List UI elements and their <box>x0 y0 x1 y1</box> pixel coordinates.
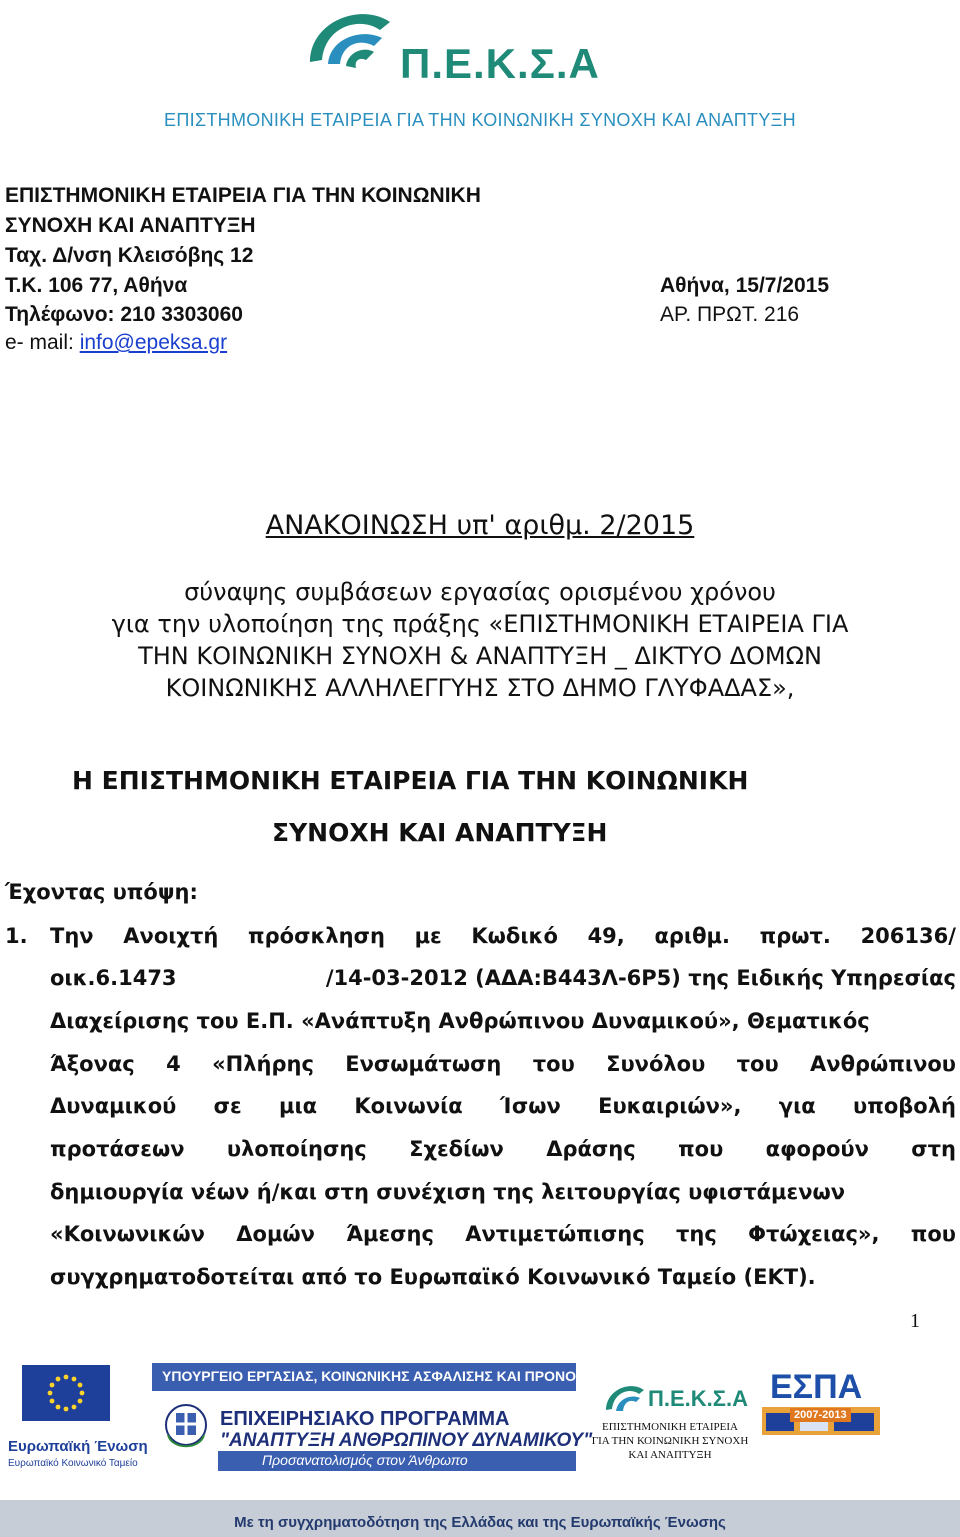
item-1-word: Ενσωμάτωση <box>345 1052 502 1076</box>
pexsa-logo-icon <box>300 2 400 82</box>
item-1-word: /14-03-2012 (ΑΔΑ:Β443Λ-6Ρ5) της Ειδικής Υπηρεσίας <box>325 966 956 990</box>
item-1-word: Ευκαιριών», <box>598 1094 742 1118</box>
item-1-word: Φτώχειας», <box>748 1222 880 1246</box>
having-in-mind-heading: Έχοντας υπόψη: <box>5 880 198 904</box>
item-1-word: 49, <box>587 924 625 948</box>
eu-flag-icon <box>22 1365 110 1421</box>
small-org-line3: ΚΑΙ ΑΝΑΠΤΥΞΗ <box>628 1449 712 1461</box>
item-1-word: Κοινωνία <box>354 1094 463 1118</box>
item-1-line <box>50 1052 956 1076</box>
item-1-line <box>50 1137 956 1161</box>
item-1-word: Ανοιχτή <box>123 924 219 948</box>
item-1-line <box>50 966 956 990</box>
item-1-word: με <box>414 924 442 948</box>
op-title-line1: ΕΠΙΧΕΙΡΗΣΙΑΚΟ ΠΡΟΓΡΑΜΜΑ <box>220 1408 510 1430</box>
date-line: Αθήνα, 15/7/2015 <box>660 274 830 297</box>
item-1-word: Ίσων <box>500 1094 561 1118</box>
item-1-line <box>50 1265 956 1289</box>
logo-title: Π.Ε.Κ.Σ.Α <box>400 40 600 87</box>
item-1-word: 4 <box>166 1052 181 1076</box>
item-1-word: Άμεσης <box>346 1222 434 1246</box>
item-1-word: που <box>910 1222 956 1246</box>
eu-social-fund-label: Ευρωπαϊκό Κοινωνικό Ταμείο <box>8 1458 138 1469</box>
item-1-word: πρόσκληση <box>248 924 385 948</box>
ministry-label: ΥΠΟΥΡΓΕΙΟ ΕΡΓΑΣΙΑΣ, ΚΟΙΝΩΝΙΚΗΣ ΑΣΦΑΛΙΣΗΣ ΚΑΙ ΠΡΟΝΟΙΑΣ <box>162 1368 599 1384</box>
item-1-word: «Πλήρης <box>212 1052 314 1076</box>
item-1-word: Ανθρώπινου <box>810 1052 956 1076</box>
item-1-word: αφορούν <box>765 1137 869 1161</box>
sender-line2: ΣΥΝΟΧΗ ΚΑΙ ΑΝΑΠΤΥΞΗ <box>5 214 256 237</box>
item-1-word: που <box>678 1137 724 1161</box>
item-1-word: υποβολή <box>853 1094 956 1118</box>
item-1-word: της <box>675 1222 717 1246</box>
item-1-word: Σχεδίων <box>409 1137 504 1161</box>
small-logo-text: Π.Ε.Κ.Σ.Α <box>648 1386 748 1411</box>
item-1-word: Διαχείρισης του Ε.Π. «Ανάπτυξη Ανθρώπινου Δυναμικού», Θεματικός <box>50 1009 870 1033</box>
item-1-word: 206136/ <box>860 924 956 948</box>
item-1-word: δημιουργία νέων ή/και στη συνέχιση της λειτουργίας υφιστάμενων <box>50 1180 846 1204</box>
subject-line-3: ΤΗΝ ΚΟΙΝΩΝΙΚΗ ΣΥΝΟΧΗ & ΑΝΑΠΤΥΞΗ _ ΔΙΚΤΥΟ ΔΟΜΩΝ <box>138 642 822 670</box>
item-1-word: Δράσης <box>546 1137 636 1161</box>
item-1-word: Την <box>50 924 94 948</box>
item-1-word: Άξονας <box>50 1052 135 1076</box>
item-1-word: του <box>736 1052 779 1076</box>
document-title-text: ΑΝΑΚΟΙΝΩΣΗ υπ' αριθμ. 2/2015 <box>265 510 695 541</box>
org-heading-2: ΣΥΝΟΧΗ ΚΑΙ ΑΝΑΠΤΥΞΗ <box>272 818 608 847</box>
sender-email-line <box>5 331 227 355</box>
subject-line-4: ΚΟΙΝΩΝΙΚΗΣ ΑΛΛΗΛΕΓΓΥΗΣ ΣΤΟ ΔΗΜΟ ΓΛΥΦΑΔΑΣ», <box>165 674 795 702</box>
cofunding-statement: Με τη συγχρηματοδότηση της Ελλάδας και της Ευρωπαϊκής Ένωσης <box>234 1514 726 1531</box>
protocol-number: ΑΡ. ΠΡΩΤ. 216 <box>660 303 800 326</box>
espa-years: 2007-2013 <box>790 1408 851 1422</box>
subject-line-2: για την υλοποίηση της πράξης «ΕΠΙΣΤΗΜΟΝΙΚΗ ΕΤΑΙΡΕΙΑ ΓΙΑ <box>111 610 849 638</box>
item-1-word: προτάσεων <box>50 1137 185 1161</box>
sender-line1: ΕΠΙΣΤΗΜΟΝΙΚΗ ΕΤΑΙΡΕΙΑ ΓΙΑ ΤΗΝ ΚΟΙΝΩΝΙΚΗ <box>5 184 481 207</box>
email-label: e- mail: <box>5 331 80 354</box>
small-org-line2: ΓΙΑ ΤΗΝ ΚΟΙΝΩΝΙΚΗ ΣΥΝΟΧΗ <box>591 1435 749 1447</box>
item-1-word: Αντιμετώπισης <box>465 1222 645 1246</box>
logo-subtitle: ΕΠΙΣΤΗΜΟΝΙΚΗ ΕΤΑΙΡΕΙΑ ΓΙΑ ΤΗΝ ΚΟΙΝΩΝΙΚΗ ΣΥΝΟΧΗ ΚΑΙ ΑΝΑΠΤΥΞΗ <box>164 110 796 130</box>
item-1-word: σε <box>213 1094 242 1118</box>
item-1-line <box>50 1180 956 1204</box>
item-1-word: στη <box>911 1137 956 1161</box>
item-1-word: οικ.6.1473 <box>50 966 177 990</box>
item-1-word: «Κοινωνικών <box>50 1222 205 1246</box>
item-number: 1. <box>5 924 28 948</box>
document-title <box>0 510 960 541</box>
item-1-word: Κωδικό <box>471 924 558 948</box>
greek-emblem-icon <box>160 1395 212 1465</box>
item-1-word: υλοποίησης <box>226 1137 367 1161</box>
small-org-line1: ΕΠΙΣΤΗΜΟΝΙΚΗ ΕΤΑΙΡΕΙΑ <box>602 1421 738 1433</box>
item-1-word: για <box>778 1094 816 1118</box>
sender-address: Ταχ. Δ/νση Κλεισόβης 12 <box>5 244 254 267</box>
subject-line-1: σύναψης συμβάσεων εργασίας ορισμένου χρόνου <box>184 578 776 606</box>
item-1-line <box>50 924 956 948</box>
espa-label: ΕΣΠΑ <box>770 1368 863 1406</box>
org-heading-1: Η ΕΠΙΣΤΗΜΟΝΙΚΗ ΕΤΑΙΡΕΙΑ ΓΙΑ ΤΗΝ ΚΟΙΝΩΝΙΚΗ <box>72 766 749 795</box>
page-number: 1 <box>910 1310 920 1332</box>
item-1-word: πρωτ. <box>759 924 831 948</box>
item-1-word: συγχρηματοδοτείται από το Ευρωπαϊκό Κοινωνικό Ταμείο (ΕΚΤ). <box>50 1265 816 1289</box>
op-slogan: Προσανατολισμός στον Άνθρωπο <box>262 1452 468 1468</box>
email-link[interactable]: info@epeksa.gr <box>79 331 228 354</box>
op-title-line2: "ΑΝΑΠΤΥΞΗ ΑΝΘΡΩΠΙΝΟΥ ΔΥΝΑΜΙΚΟΥ" <box>220 1430 593 1451</box>
item-1-line <box>50 1009 956 1033</box>
item-1-word: μια <box>279 1094 318 1118</box>
item-1-line <box>50 1222 956 1246</box>
pexsa-small-logo-icon <box>600 1378 648 1418</box>
item-1-word: Δομών <box>236 1222 315 1246</box>
item-1-word: Δυναμικού <box>50 1094 177 1118</box>
item-1-word: του <box>532 1052 575 1076</box>
item-1-line <box>50 1094 956 1118</box>
item-1-word: αριθμ. <box>654 924 730 948</box>
sender-phone: Τηλέφωνο: 210 3303060 <box>5 303 243 326</box>
eu-label: Ευρωπαϊκή Ένωση <box>8 1438 148 1455</box>
sender-postal: Τ.Κ. 106 77, Αθήνα <box>5 274 188 297</box>
item-1-word: Συνόλου <box>606 1052 706 1076</box>
